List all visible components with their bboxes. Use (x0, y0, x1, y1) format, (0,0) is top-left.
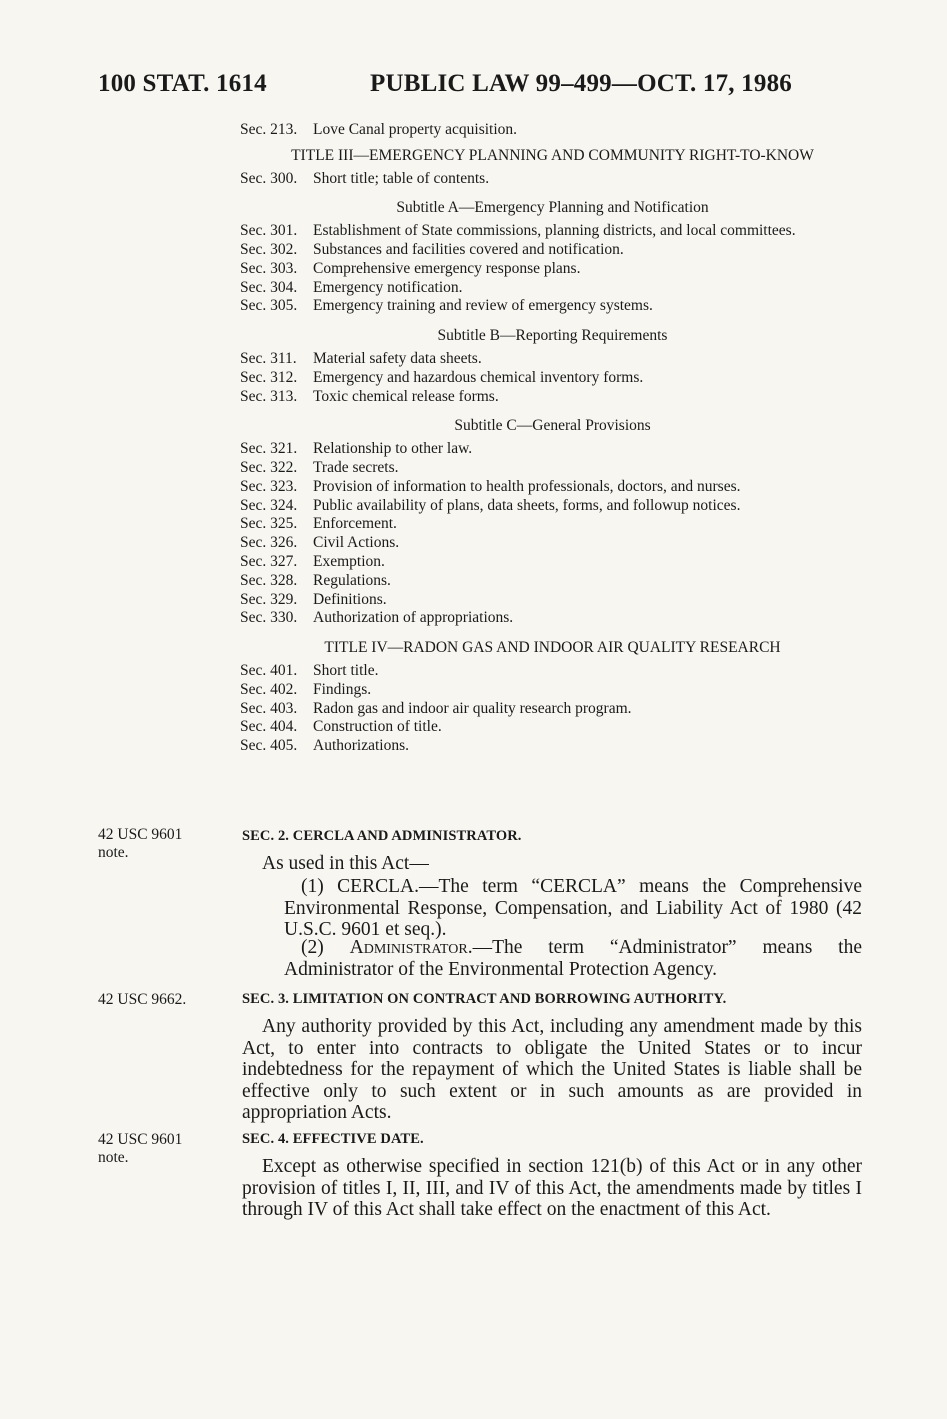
toc-section-number: Sec. 404. (240, 718, 298, 736)
toc-section-number: Sec. 403. (240, 699, 298, 717)
toc-section-title: Emergency training and review of emergency systems. (313, 297, 653, 315)
toc-section-title: Authorizations. (313, 737, 409, 755)
toc-section-number: Sec. 322. (240, 458, 298, 476)
toc-section-title: Establishment of State commissions, planning districts, and local committees. (313, 222, 796, 240)
toc-section-title: Regulations. (313, 571, 391, 589)
toc-entry (240, 241, 865, 260)
toc-section-title: Emergency notification. (313, 278, 463, 296)
margin-citation: 42 USC 9601 (98, 826, 183, 843)
title-iv-heading: TITLE IV—RADON GAS AND INDOOR AIR QUALITY RESEARCH (324, 639, 781, 657)
toc-section-number: Sec. 312. (240, 368, 298, 386)
toc-section-title: Authorization of appropriations. (313, 609, 514, 627)
toc-entry (240, 591, 865, 610)
administrator-definition: The term “Administrator” means the Administrator of the Environmental Protection Agency. (284, 937, 862, 980)
toc-section-title: Provision of information to health professionals, doctors, and nurses. (313, 477, 741, 495)
toc-entry (240, 222, 865, 241)
margin-note-label: note. (98, 1149, 129, 1166)
toc-section-number: Sec. 401. (240, 661, 298, 679)
toc-section-number: Sec. 301. (240, 222, 298, 240)
toc-section-number: Sec. 330. (240, 609, 298, 627)
toc-section-number: Sec. 324. (240, 496, 298, 514)
table-of-contents (240, 121, 865, 756)
toc-entry (240, 297, 865, 316)
toc-section-number: Sec. 313. (240, 387, 298, 405)
sec2-paragraph-1 (284, 876, 862, 941)
subtitle-c-heading: Subtitle C—General Provisions (454, 417, 651, 435)
toc-section-number: Sec. 402. (240, 680, 298, 698)
toc-entry (240, 609, 865, 628)
sec2-heading: SEC. 2. CERCLA AND ADMINISTRATOR. (242, 828, 522, 844)
toc-section-number: Sec. 304. (240, 278, 298, 296)
toc-section-number: Sec. 323. (240, 477, 298, 495)
toc-section-number: Sec. 303. (240, 259, 298, 277)
toc-entry (240, 681, 865, 700)
sec2-margin-note (98, 826, 182, 862)
toc-section-title: Definitions. (313, 590, 387, 608)
toc-section-title: Radon gas and indoor air quality research program. (313, 699, 632, 717)
toc-section-number: Sec. 311. (240, 349, 297, 367)
toc-entry (240, 121, 865, 140)
sec3-heading: SEC. 3. LIMITATION ON CONTRACT AND BORROWING AUTHORITY. (242, 991, 727, 1007)
cercla-label: (1) CERCLA.— (301, 876, 439, 897)
toc-section-title: Substances and facilities covered and notification. (313, 240, 624, 258)
toc-section-title: Material safety data sheets. (313, 349, 482, 367)
toc-section-number: Sec. 327. (240, 552, 298, 570)
toc-section-title: Short title; table of contents. (313, 169, 490, 187)
toc-section-title: Comprehensive emergency response plans. (313, 259, 581, 277)
toc-section-number: Sec. 302. (240, 240, 298, 258)
toc-section-number: Sec. 405. (240, 737, 298, 755)
sec4-margin-note (98, 1131, 182, 1167)
margin-citation: 42 USC 9601 (98, 1131, 183, 1148)
toc-section-number: Sec. 213. (240, 121, 298, 138)
toc-entry (240, 260, 865, 279)
toc-entry (240, 534, 865, 553)
sec4-heading: SEC. 4. EFFECTIVE DATE. (242, 1131, 424, 1147)
toc-section-number: Sec. 328. (240, 571, 298, 589)
toc-entry (240, 737, 865, 756)
toc-entry (240, 497, 865, 516)
public-law-header: PUBLIC LAW 99–499—OCT. 17, 1986 (370, 70, 792, 97)
toc-section-number: Sec. 321. (240, 440, 298, 458)
toc-section-number: Sec. 305. (240, 297, 298, 315)
toc-section-title: Toxic chemical release forms. (313, 387, 499, 405)
toc-entry (240, 388, 865, 407)
toc-section-title: Public availability of plans, data sheets, forms, and followup notices. (313, 496, 741, 514)
subtitle-a-heading: Subtitle A—Emergency Planning and Notification (396, 199, 709, 217)
title-iii-heading: TITLE III—EMERGENCY PLANNING AND COMMUNITY RIGHT-TO-KNOW (291, 146, 814, 164)
sec3-text: Any authority provided by this Act, including any amendment made by this Act, to enter into contracts to obligate the United States or to incur indebtedness for the repayment of which the United States is liable shall be effective only to such extent or in such amounts as are provided in appropriation Acts. (242, 1016, 862, 1123)
toc-section-number: Sec. 329. (240, 590, 298, 608)
toc-entry (240, 515, 865, 534)
paragraph-number: (2) (301, 937, 350, 958)
toc-entry (240, 662, 865, 681)
toc-section-title: Trade secrets. (313, 458, 399, 476)
cercla-definition: The term “CERCLA” means the Comprehensive Environmental Response, Compensation, and Liability Act of 1980 (42 U.S.C. 9601 et seq.). (284, 876, 862, 940)
label-dash: .— (467, 937, 493, 958)
administrator-label: Administrator (349, 937, 468, 958)
sec2-paragraph-2 (284, 937, 862, 980)
toc-section-title: Emergency and hazardous chemical inventory forms. (313, 368, 644, 386)
toc-section-number: Sec. 300. (240, 169, 298, 187)
toc-section-title: Love Canal property acquisition. (313, 121, 518, 138)
subtitle-b-heading: Subtitle B—Reporting Requirements (437, 327, 668, 345)
toc-entry (240, 369, 865, 388)
stat-citation: 100 STAT. 1614 (98, 70, 267, 97)
toc-entry (240, 279, 865, 298)
toc-section-number: Sec. 325. (240, 515, 298, 533)
toc-section-title: Relationship to other law. (313, 440, 473, 458)
toc-entry (240, 350, 865, 369)
margin-note-label: note. (98, 844, 129, 861)
toc-entry (240, 700, 865, 719)
toc-section-title: Civil Actions. (313, 534, 400, 552)
toc-entry (240, 718, 865, 737)
toc-section-title: Enforcement. (313, 515, 397, 533)
toc-entry (240, 170, 865, 189)
toc-section-title: Findings. (313, 680, 372, 698)
toc-section-number: Sec. 326. (240, 534, 298, 552)
toc-entry (240, 459, 865, 478)
toc-entry (240, 440, 865, 459)
toc-section-title: Exemption. (313, 552, 385, 570)
toc-section-title: Short title. (313, 661, 379, 679)
toc-section-title: Construction of title. (313, 718, 442, 736)
toc-entry (240, 572, 865, 591)
toc-entry (240, 478, 865, 497)
sec3-margin-note: 42 USC 9662. (98, 991, 187, 1008)
sec4-text: Except as otherwise specified in section 121(b) of this Act or in any other provision of titles I, II, III, and IV of this Act, the amendments made by titles I through IV of this Act shall take effect on the enactment of this Act. (242, 1156, 862, 1220)
toc-entry (240, 553, 865, 572)
sec2-intro: As used in this Act— (262, 853, 429, 874)
